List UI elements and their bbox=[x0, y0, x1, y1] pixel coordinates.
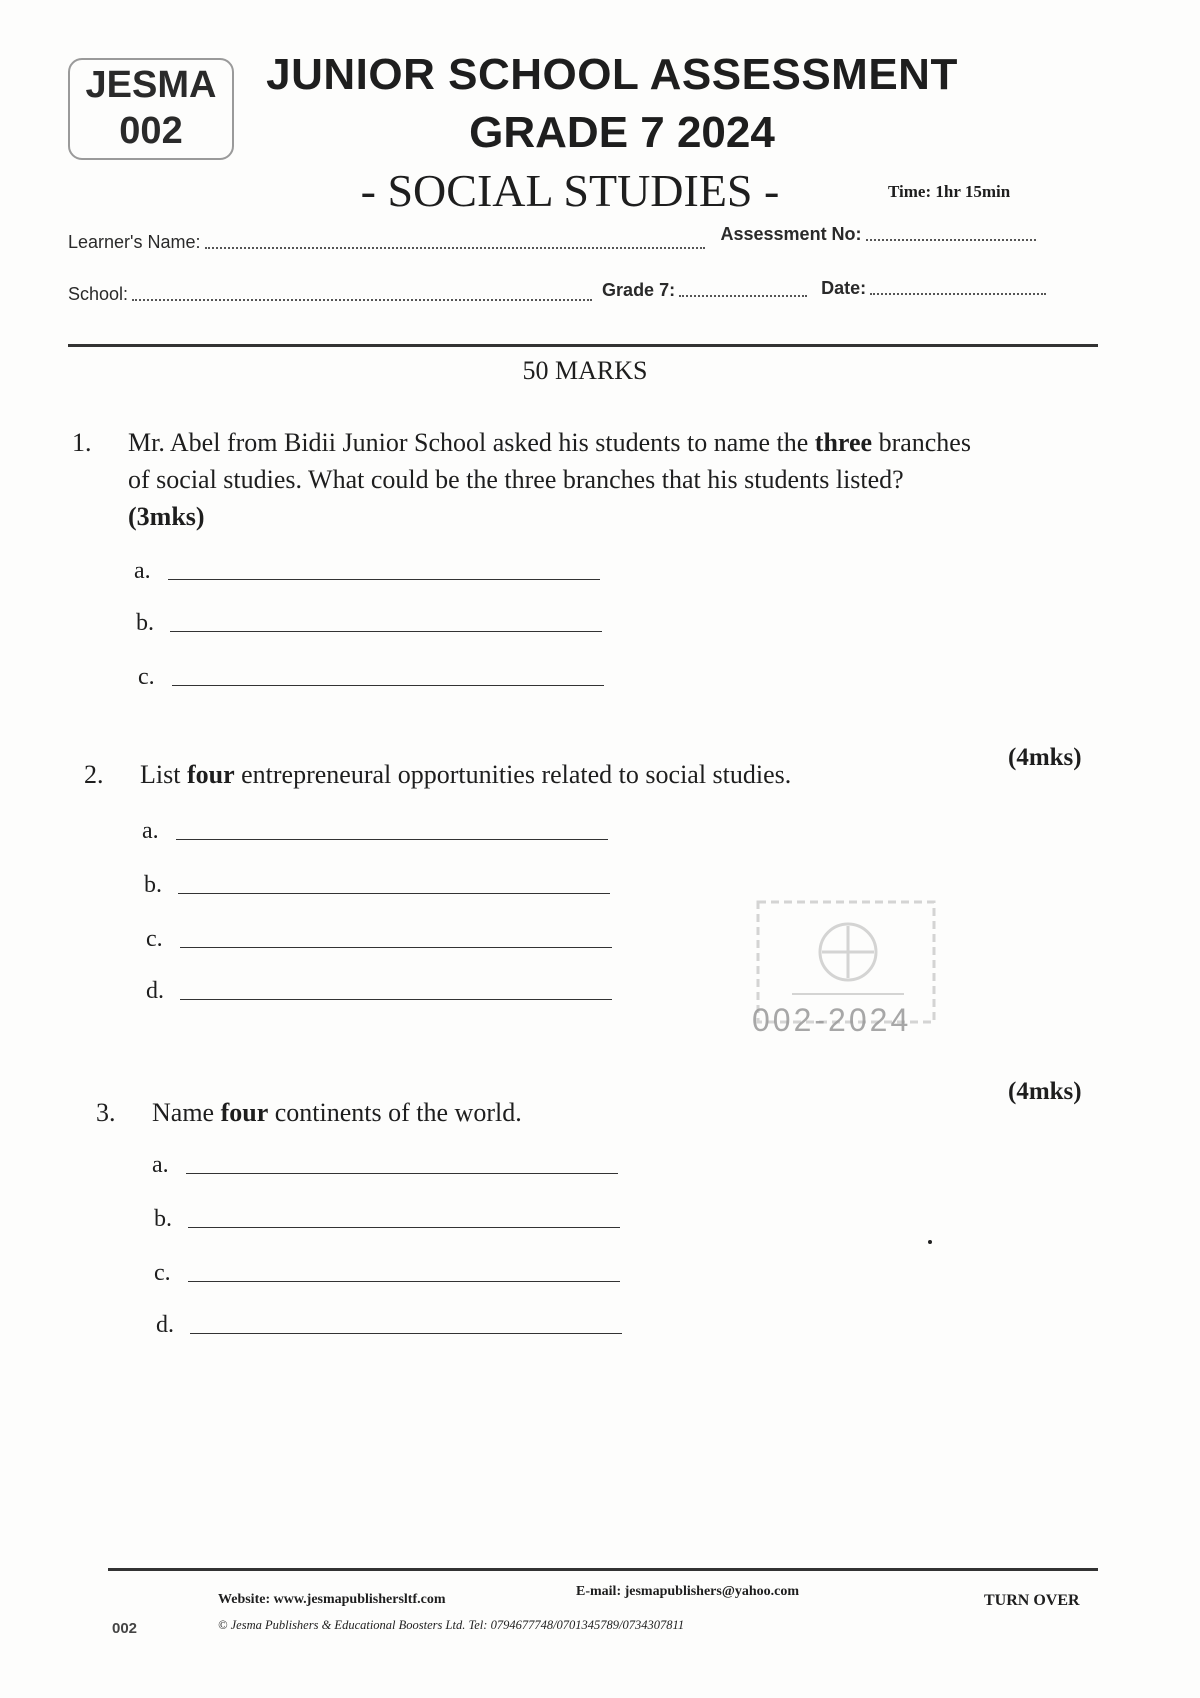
grade-field[interactable] bbox=[679, 294, 807, 297]
learner-info-row bbox=[68, 224, 1105, 253]
answer-letter: d. bbox=[146, 978, 164, 1004]
footer-divider bbox=[108, 1568, 1098, 1571]
header-divider bbox=[68, 344, 1098, 347]
answer-letter: b. bbox=[144, 872, 162, 898]
question-1 bbox=[72, 424, 1112, 544]
question-text-part: of social studies. What could be the three branches that his students listed? bbox=[128, 465, 904, 494]
question-2 bbox=[84, 756, 884, 796]
answer-line[interactable] bbox=[134, 558, 600, 585]
answer-letter: b. bbox=[154, 1206, 172, 1232]
school-info-row bbox=[68, 278, 1105, 305]
answer-line[interactable] bbox=[146, 978, 612, 1005]
answer-blank[interactable] bbox=[180, 946, 612, 948]
exam-grade-year: GRADE 7 2024 bbox=[469, 108, 775, 157]
question-number: 1. bbox=[72, 428, 92, 457]
answer-letter: b. bbox=[136, 610, 154, 636]
answer-letter: a. bbox=[134, 558, 151, 584]
answer-letter: a. bbox=[142, 818, 159, 844]
answer-blank[interactable] bbox=[178, 892, 610, 894]
question-3 bbox=[96, 1094, 796, 1134]
date-field[interactable] bbox=[870, 292, 1046, 295]
answer-line[interactable] bbox=[138, 664, 604, 691]
badge-line1: JESMA bbox=[85, 64, 217, 106]
question-text bbox=[128, 424, 1118, 535]
learner-name-field[interactable] bbox=[205, 246, 705, 249]
school-field[interactable] bbox=[132, 298, 592, 301]
question-text-part: entrepreneural opportunities related to social studies. bbox=[234, 760, 792, 789]
question-text bbox=[140, 756, 791, 793]
total-marks: 50 MARKS bbox=[522, 356, 648, 385]
question-text-part: branches bbox=[872, 428, 971, 457]
answer-letter: a. bbox=[152, 1152, 169, 1178]
question-text bbox=[152, 1094, 522, 1131]
assessment-no-field[interactable] bbox=[866, 238, 1036, 241]
question-text-part: continents of the world. bbox=[268, 1098, 522, 1127]
question-number: 3. bbox=[96, 1098, 116, 1127]
answer-line[interactable] bbox=[152, 1152, 618, 1179]
answer-blank[interactable] bbox=[190, 1332, 622, 1334]
answer-letter: c. bbox=[154, 1260, 171, 1286]
answer-line[interactable] bbox=[136, 610, 602, 637]
grade-label: Grade 7: bbox=[602, 280, 676, 300]
answer-blank[interactable] bbox=[180, 998, 612, 1000]
answer-letter: d. bbox=[156, 1312, 174, 1338]
date-label: Date: bbox=[821, 278, 867, 298]
answer-letter: c. bbox=[146, 926, 163, 952]
footer-copyright: © Jesma Publishers & Educational Boosters Ltd. Tel: 0794677748/0701345789/0734307811 bbox=[218, 1618, 685, 1632]
question-number: 2. bbox=[84, 760, 104, 789]
badge-line2: 002 bbox=[119, 110, 183, 152]
assessment-no-label: Assessment No: bbox=[720, 224, 862, 244]
question-text-part: Name bbox=[152, 1098, 221, 1127]
answer-letter: c. bbox=[138, 664, 155, 690]
question-marks: (4mks) bbox=[1008, 744, 1082, 771]
answer-blank[interactable] bbox=[176, 838, 608, 840]
answer-line[interactable] bbox=[146, 926, 612, 953]
question-text-bold: three bbox=[814, 428, 873, 457]
ink-speck bbox=[928, 1240, 932, 1244]
question-text-part: List bbox=[140, 760, 187, 789]
answer-blank[interactable] bbox=[168, 578, 600, 580]
answer-line[interactable] bbox=[154, 1206, 620, 1233]
question-marks: (3mks) bbox=[128, 502, 205, 531]
question-text-part: Mr. Abel from Bidii Junior School asked his students to name the bbox=[128, 428, 815, 457]
question-marks: (4mks) bbox=[1008, 1078, 1082, 1105]
question-text-bold: four bbox=[220, 1098, 269, 1127]
exam-subject: - SOCIAL STUDIES - bbox=[360, 165, 780, 216]
answer-blank[interactable] bbox=[172, 684, 604, 686]
answer-blank[interactable] bbox=[186, 1172, 618, 1174]
exam-time: Time: 1hr 15min bbox=[888, 182, 1011, 201]
exam-title: JUNIOR SCHOOL ASSESSMENT bbox=[266, 50, 958, 99]
turn-over-label: TURN OVER bbox=[984, 1592, 1080, 1609]
footer-website: Website: www.jesmapublishersltf.com bbox=[218, 1592, 446, 1607]
page-code: 002 bbox=[112, 1620, 138, 1637]
answer-line[interactable] bbox=[144, 872, 610, 899]
learner-name-label: Learner's Name: bbox=[68, 232, 201, 252]
answer-line[interactable] bbox=[142, 818, 608, 845]
answer-blank[interactable] bbox=[188, 1226, 620, 1228]
footer-email: E-mail: jesmapublishers@yahoo.com bbox=[576, 1584, 800, 1599]
answer-blank[interactable] bbox=[188, 1280, 620, 1282]
answer-blank[interactable] bbox=[170, 630, 602, 632]
answer-line[interactable] bbox=[156, 1312, 622, 1339]
stamp-code: 002-2024 bbox=[752, 1002, 912, 1038]
school-label: School: bbox=[68, 284, 129, 304]
answer-line[interactable] bbox=[154, 1260, 620, 1287]
question-text-bold: four bbox=[186, 760, 235, 789]
